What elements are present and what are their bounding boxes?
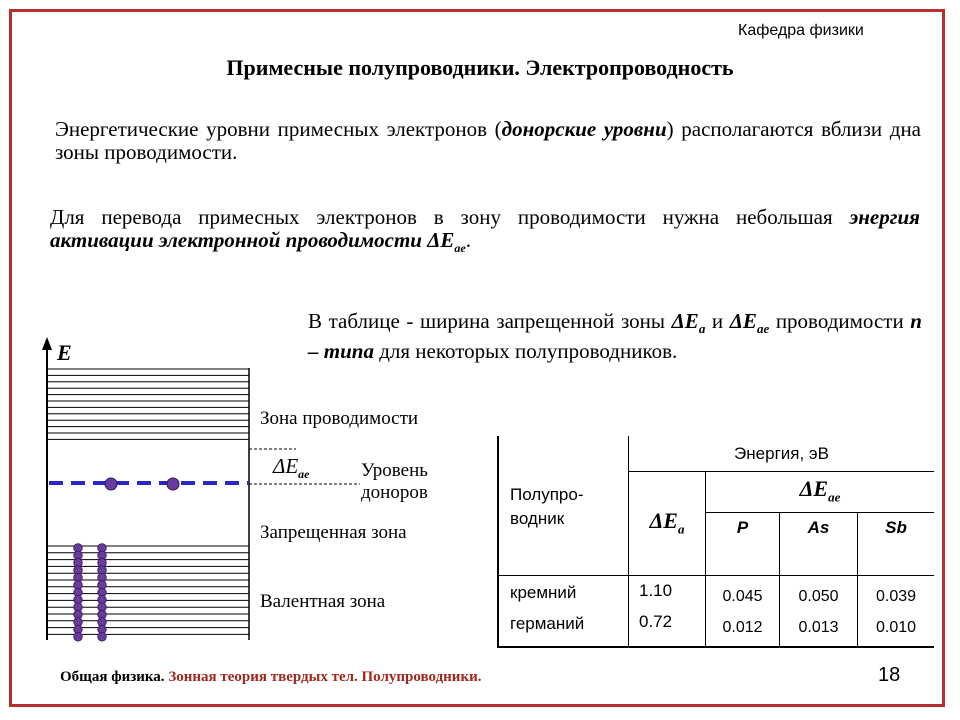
valence-band-label: Валентная зона: [260, 591, 386, 612]
energy-axis-label: E: [57, 340, 72, 365]
semiconductor-energy-table: [497, 436, 934, 648]
table-cell-name-silicon: кремний: [510, 583, 577, 602]
donor-electron-dot: [167, 478, 179, 490]
paragraph3-text-c: проводимости: [769, 309, 911, 333]
table-cell-name-germanium: германий: [510, 614, 585, 633]
paragraph3-emphasis: n – типа: [308, 309, 922, 364]
table-header-dEae: [706, 476, 934, 505]
department-label: Кафедра физики: [738, 22, 864, 39]
page-number: 18: [878, 664, 901, 686]
table-cell-silicon-Sb: 0.039: [875, 588, 917, 605]
paragraph2-delta-subscript: ae: [454, 241, 466, 256]
dEa-subscript: a: [677, 521, 685, 537]
footer: [60, 669, 482, 686]
table-header-element-Sb: Sb: [885, 518, 907, 537]
valence-electron-dot: [98, 633, 107, 642]
table-header-energy: Энергия, эВ: [734, 444, 829, 463]
donor-level-label-line1: Уровень: [361, 460, 428, 481]
table-header-element-As: As: [807, 518, 830, 537]
delta-subscript: ae: [298, 467, 310, 482]
paragraph2-delta-symbol: ΔE: [427, 228, 455, 252]
conduction-band-levels: [47, 369, 249, 439]
paragraph3-subscript-a: a: [698, 321, 706, 337]
energy-axis-arrow-icon: [42, 337, 52, 350]
dEae-subscript: ae: [828, 489, 841, 505]
table-cell-silicon-P: 0.045: [722, 588, 763, 605]
footer-topic: Зонная теория твердых тел. Полупроводники.: [164, 669, 482, 685]
forbidden-zone-label: Запрещенная зона: [260, 522, 407, 543]
table-cell-silicon-As: 0.050: [798, 588, 839, 605]
valence-electron-dot: [74, 633, 83, 642]
conduction-band-label: Зона проводимости: [260, 408, 419, 429]
footer-course: Общая физика.: [60, 669, 165, 685]
table-header-dEa: [629, 508, 705, 537]
table-cell-dEa-germanium: 0.72: [639, 612, 673, 631]
paragraph3-symbol-b: ΔE: [729, 309, 757, 333]
paragraph3-symbol-a: ΔE: [671, 309, 699, 333]
paragraph2-emphasis: энергия активации электронной проводимости: [50, 205, 920, 252]
delta-symbol: ΔE: [273, 454, 299, 478]
donor-level-label-line2: доноров: [361, 482, 428, 503]
paragraph1-text-b: ) располагаются вблизи дна зоны проводимости.: [55, 117, 922, 164]
delta-eae-label: [273, 454, 309, 482]
table-cell-dEa-silicon: 1.10: [639, 581, 673, 600]
table-cell-germanium-As: 0.013: [798, 619, 839, 636]
paragraph3-text-d: для некоторых полупроводников.: [373, 339, 678, 364]
dEa-symbol: ΔE: [649, 508, 678, 533]
paragraph3-text-a: В таблице - ширина запрещенной зоны: [308, 309, 672, 333]
paragraph2-text: Для перевода примесных электронов в зону проводимости нужна небольшая: [50, 205, 850, 229]
paragraph3-text-b: и: [705, 309, 730, 333]
table-cell-germanium-P: 0.012: [722, 619, 763, 636]
valence-electron-dots: [74, 544, 107, 641]
slide-title: Примесные полупроводники. Электропроводность: [226, 55, 734, 80]
donor-electron-dot: [105, 478, 117, 490]
paragraph2-end: .: [465, 228, 471, 252]
paragraph3-subscript-b: ae: [756, 321, 770, 337]
table-cell-germanium-Sb: 0.010: [875, 619, 917, 636]
paragraph1-text-a: Энергетические уровни примесных электронов (: [55, 117, 502, 141]
paragraph1-emphasis: донорские уровни: [501, 117, 667, 141]
table-header-semiconductor: Полупро-водник: [510, 485, 584, 528]
table-header-element-P: P: [736, 518, 749, 537]
dEae-symbol: ΔE: [799, 476, 829, 501]
